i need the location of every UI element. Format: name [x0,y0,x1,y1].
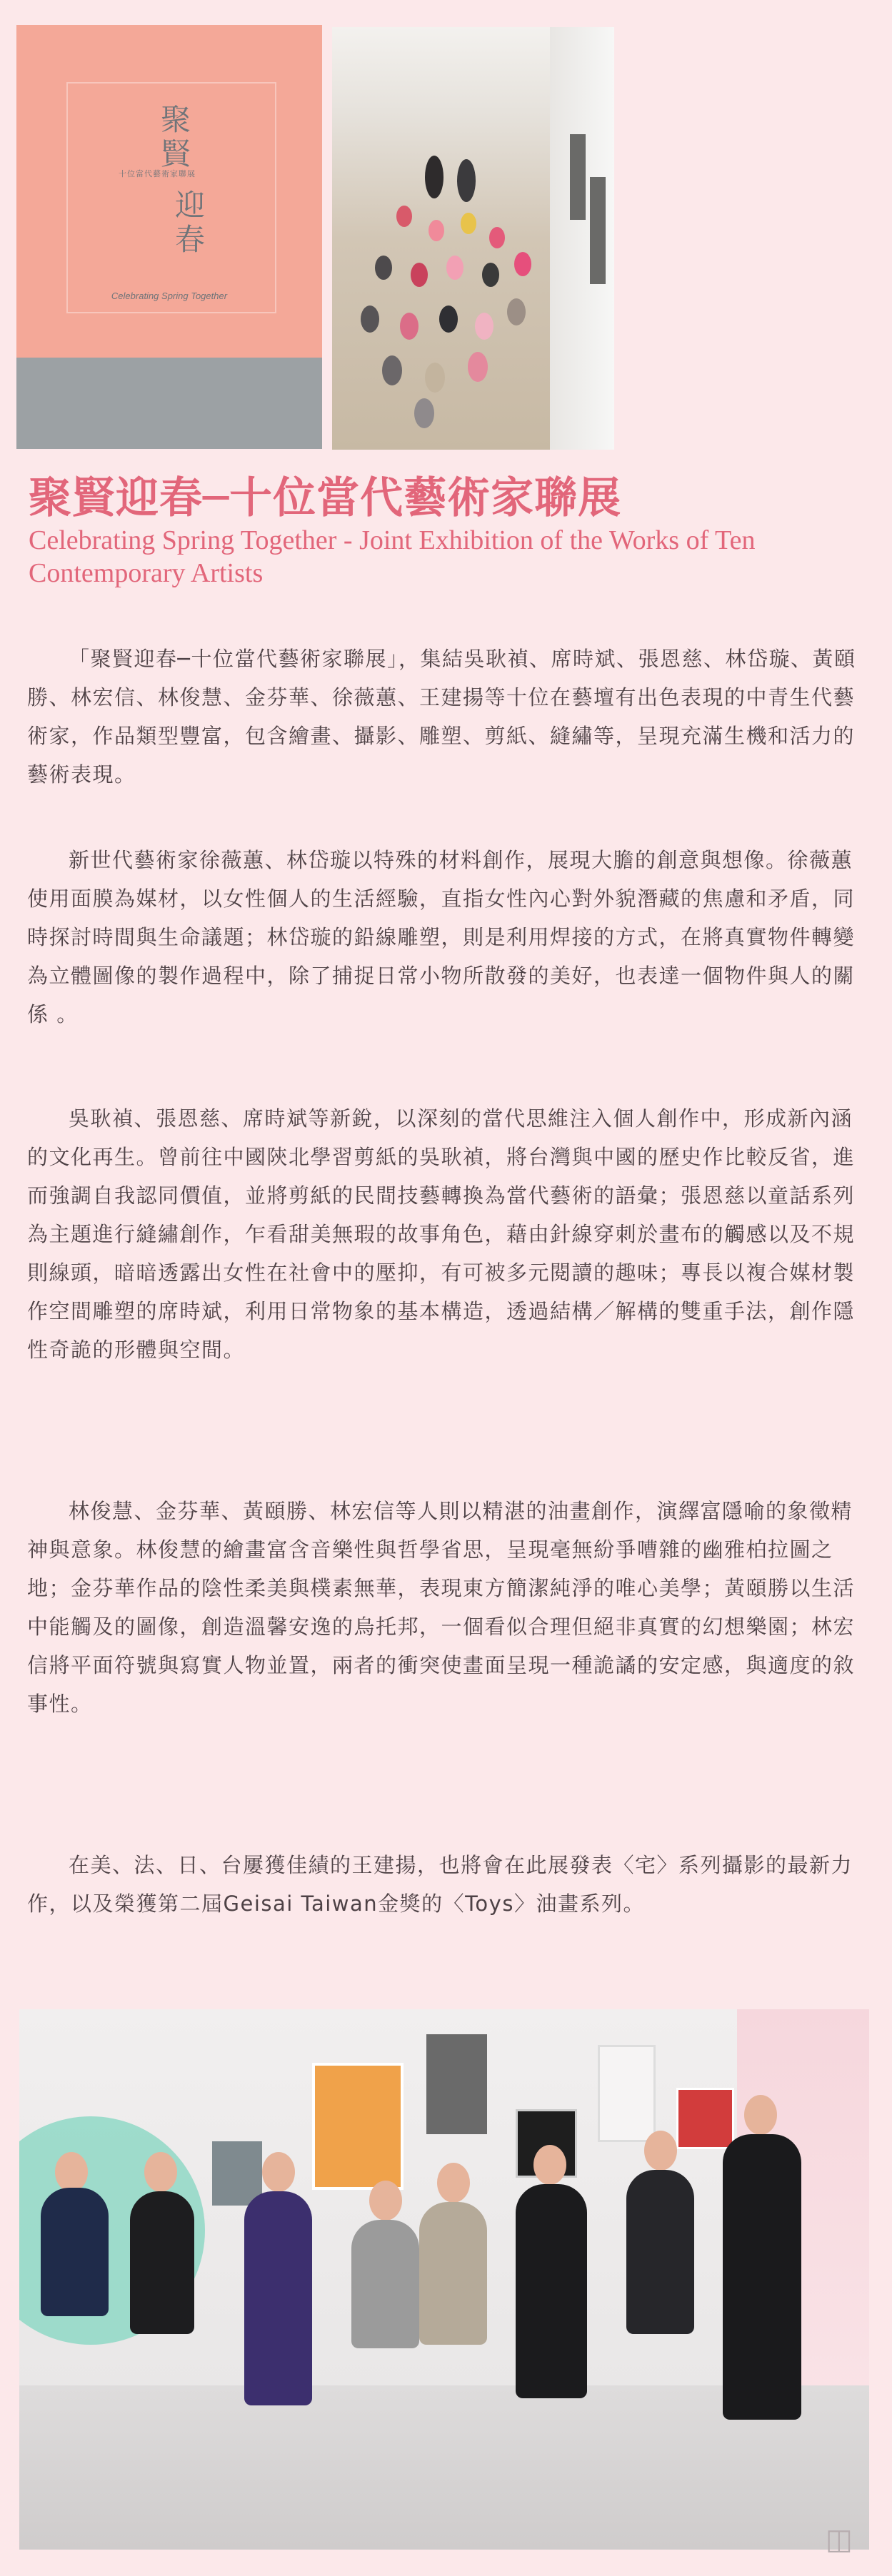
child-figure [414,398,434,428]
child-figure [361,305,379,333]
child-figure [461,213,476,234]
person-head [437,2163,470,2203]
wall-window [570,134,586,220]
article-paragraph: 「聚賢迎春─十位當代藝術家聯展」，集結吳耿禎、席時斌、張恩慈、林岱璇、黃頤勝、林宏信、林俊慧、金芬華、徐薇蕙、王建揚等十位在藝壇有出色表現的中青生代藝術家，作品類型豐富，包含繪畫、攝影、雕塑、剪紙、縫繡等，呈現充滿生機和活力的藝術表現。 [27,647,856,787]
page-subtitle-en: Celebrating Spring Together - Joint Exhibition of the Works of Ten Contemporary Artists [29,525,756,588]
child-figure [482,263,499,287]
child-figure [507,298,526,325]
child-figure [400,313,419,340]
person-jumping [626,2170,694,2334]
cover-subtitle-cn: 十位當代藝術家聯展 [119,169,196,178]
child-figure [468,352,488,382]
cover-title-line1: 聚賢 [156,103,191,172]
cover-subtitle-en: Celebrating Spring Together [111,291,228,301]
adult-figure [425,156,444,198]
article-paragraph: 新世代藝術家徐薇蕙、林岱璇以特殊的材料創作，展現大膽的創意與想像。徐薇蕙使用面膜為媒材，以女性個人的生活經驗，直指女性內心對外貌潛藏的焦慮和矛盾，同時探討時間與生命議題；林岱璇的鉛線雕塑，則是利用焊接的方式，在將真實物件轉變為立體圖像的製作過程中，除了捕捉日常小物所散發的美好，也表達一個物件與人的關係 。 [27,848,856,1026]
child-figure [429,220,444,241]
child-figure [475,313,493,340]
site-logo-icon: ◫ [826,2523,853,2556]
child-figure [411,263,428,287]
artwork-frame [598,2045,656,2142]
cover-title-line2: 迎春 [171,189,206,258]
child-figure [514,252,531,276]
article-paragraph: 在美、法、日、台屢獲佳績的王建揚，也將會在此展發表〈宅〉系列攝影的最新力作，以及榮獲第二屆Geisai Taiwan金獎的〈Toys〉油畫系列。 [27,1853,853,1916]
child-figure [382,355,402,385]
person-jumping [419,2202,487,2345]
person-jumping [351,2220,419,2348]
page-title: 聚賢迎春─十位當代藝術家聯展 [29,473,622,523]
wall-window [590,177,606,284]
person-jumping [516,2184,587,2398]
person-head [369,2181,402,2221]
child-figure [375,256,392,280]
article-paragraph: 林俊慧、金芬華、黃頤勝、林宏信等人則以精湛的油畫創作，演繹富隱喻的象徵精神與意象。林俊慧的繪畫富含音樂性與哲學省思，呈現毫無紛爭嘈雜的幽雅柏拉圖之地；金芬華作品的陰性柔美與樸素無華，表現東方簡潔純淨的唯心美學；黃頤勝以生活中能觸及的圖像，創造溫馨安逸的烏托邦，一個看似合理但絕非真實的幻想樂園；林宏信將平面符號與寫實人物並置，兩者的衝突使畫面呈現一種詭譎的安定感，與適度的敘事性。 [27,1499,856,1716]
papercut-artwork [676,2088,734,2149]
person-jumping [244,2191,312,2405]
person-head [744,2095,777,2135]
person-head [55,2152,88,2192]
child-figure [489,227,505,248]
artists-group-photo [19,2009,869,2550]
adult-figure [457,159,476,202]
artwork-frame [212,2141,262,2206]
article-paragraph: 吳耿禎、張恩慈、席時斌等新銳，以深刻的當代思維注入個人創作中，形成新內涵的文化再生。曾前往中國陝北學習剪紙的吳耿禎，將台灣與中國的歷史作比較反省，進而強調自我認同價值，並將剪紙的民間技藝轉換為當代藝術的語彙；張恩慈以童話系列為主題進行縫繡創作，乍看甜美無瑕的故事角色，藉由針線穿刺於畫布的觸感以及不規則線頭，暗暗透露出女性在社會中的壓抑，有可被多元閱讀的趣味；專長以複合媒材製作空間雕塑的席時斌，利用日常物象的基本構造，透過結構／解構的雙重手法，創作隱性奇詭的形體與空間。 [27,1106,856,1362]
person-head [262,2152,295,2192]
child-figure [425,363,445,393]
catalogue-cover-image [16,25,322,449]
person-jumping [130,2191,194,2334]
child-figure [396,206,412,227]
person-jumping [723,2134,801,2420]
artwork-photo [426,2034,487,2134]
person-head [144,2152,177,2192]
child-figure [446,256,463,280]
gallery-children-photo [332,27,614,450]
person-head [533,2145,566,2185]
child-figure [439,305,458,333]
person-head [644,2131,677,2171]
cover-grey-band [16,358,322,449]
person-jumping [41,2188,109,2316]
artwork-poster [312,2063,404,2190]
